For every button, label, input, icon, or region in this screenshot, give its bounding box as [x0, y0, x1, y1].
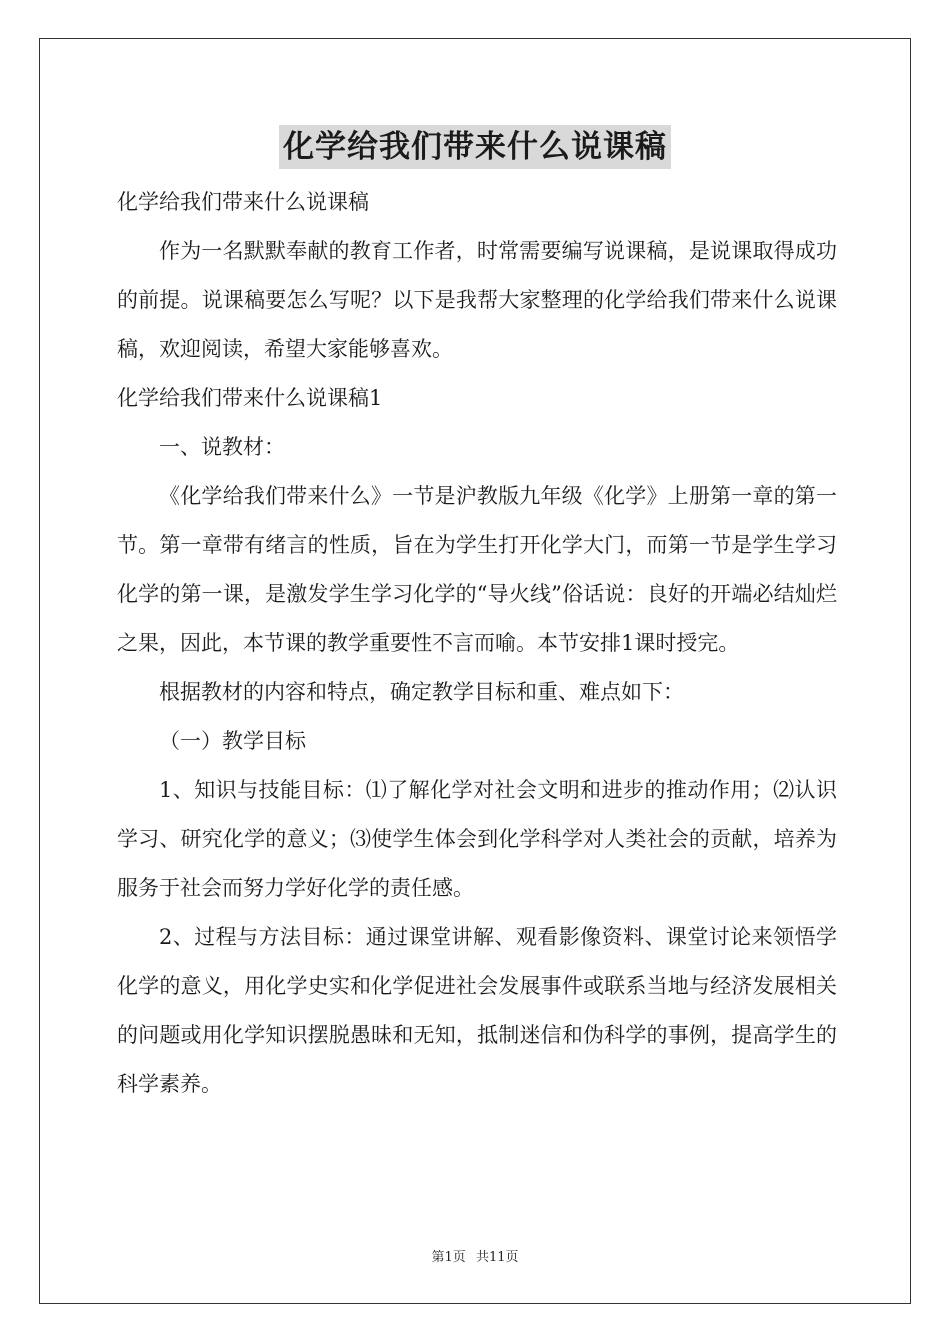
- paragraph-heading-objectives: （一）教学目标: [159, 729, 306, 753]
- paragraph-objective-process: 2、过程与方法目标：通过课堂讲解、观看影像资料、课堂讨论来领悟学化学的意义，用化学史实和化学促进社会发展事件或联系当地与经济发展相关的问题或用化学知识摆脱愚昧和无知，抵制迷信和伪科学的事例，提高学生的科学素养。: [117, 925, 837, 1096]
- page-footer: [0, 1246, 950, 1265]
- paragraph-objectives-intro: 根据教材的内容和特点，确定教学目标和重、难点如下：: [159, 680, 684, 704]
- document-body: [117, 178, 837, 1109]
- title-container: [0, 125, 950, 169]
- paragraph-textbook-description: 《化学给我们带来什么》一节是沪教版九年级《化学》上册第一章的第一节。第一章带有绪言的性质，旨在为学生打开化学大门，而第一节是学生学习化学的第一课，是激发学生学习化学的“导火线”俗话说：良好的开端必结灿烂之果，因此，本节课的教学重要性不言而喻。本节安排1课时授完。: [117, 484, 837, 655]
- page-number: 第1页: [431, 1250, 466, 1265]
- page-total: 共11页: [475, 1250, 519, 1265]
- paragraph-subtitle: 化学给我们带来什么说课稿: [117, 190, 369, 214]
- paragraph-heading-textbook: 一、说教材：: [159, 435, 285, 459]
- paragraph-intro: 作为一名默默奉献的教育工作者，时常需要编写说课稿，是说课取得成功的前提。说课稿要怎么写呢？以下是我帮大家整理的化学给我们带来什么说课稿，欢迎阅读，希望大家能够喜欢。: [117, 239, 837, 361]
- paragraph-section-heading: 化学给我们带来什么说课稿1: [117, 386, 383, 410]
- document-title: 化学给我们带来什么说课稿: [279, 125, 671, 169]
- paragraph-objective-knowledge: 1、知识与技能目标：⑴了解化学对社会文明和进步的推动作用；⑵认识学习、研究化学的意义；⑶使学生体会到化学科学对人类社会的贡献，培养为服务于社会而努力学好化学的责任感。: [117, 778, 837, 900]
